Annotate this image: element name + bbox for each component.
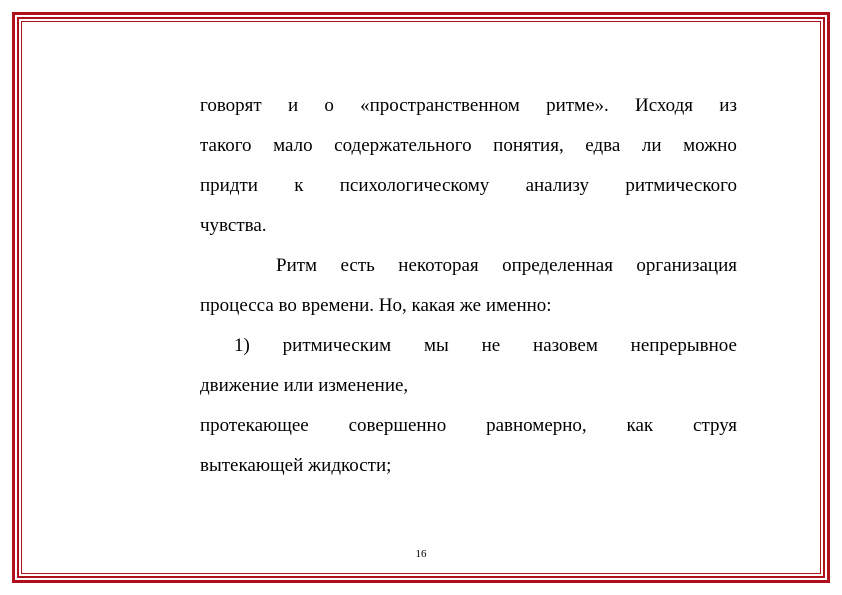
word: едва — [585, 135, 621, 156]
word: Исходя — [635, 95, 694, 116]
text-line — [200, 206, 737, 246]
word: ритмическим — [282, 335, 392, 356]
word: ли — [641, 135, 662, 156]
line-text: движение или изменение, — [200, 375, 409, 396]
word: протекающее — [200, 415, 309, 436]
text-line — [200, 86, 737, 126]
word: мало — [273, 135, 313, 156]
page-number: 16 — [415, 548, 427, 560]
line-text: чувства. — [200, 215, 267, 236]
word: «пространственном — [360, 95, 520, 116]
text-line — [200, 126, 737, 166]
word: ритмического — [625, 175, 737, 196]
text-line — [200, 286, 737, 326]
word: как — [626, 415, 654, 436]
word: содержательного — [334, 135, 472, 156]
word: психологическому — [339, 175, 490, 196]
word: анализу — [525, 175, 590, 196]
word: к — [294, 175, 304, 196]
word: непрерывное — [630, 335, 737, 356]
text-line — [200, 366, 737, 406]
text-line — [200, 246, 737, 286]
text-line — [200, 406, 737, 446]
word: понятия, — [493, 135, 564, 156]
word: ритме». — [546, 95, 609, 116]
list-number: 1) — [234, 335, 250, 356]
text-line — [200, 326, 737, 366]
word: мы — [423, 335, 449, 356]
body-text — [200, 86, 737, 486]
word: определенная — [502, 255, 613, 276]
word: говорят — [200, 95, 262, 116]
line-text: вытекающей жидкости; — [200, 455, 392, 476]
word: некоторая — [398, 255, 479, 276]
text-line — [200, 446, 737, 486]
word: можно — [683, 135, 737, 156]
text-line — [200, 166, 737, 206]
word: и — [287, 95, 299, 116]
word: из — [719, 95, 737, 116]
word: о — [324, 95, 334, 116]
word: назовем — [533, 335, 598, 356]
word: струя — [693, 415, 737, 436]
word: такого — [200, 135, 252, 156]
word: не — [481, 335, 501, 356]
word: равномерно, — [486, 415, 587, 436]
word: организация — [636, 255, 737, 276]
word: совершенно — [348, 415, 447, 436]
word: есть — [340, 255, 375, 276]
line-text: процесса во времени. Но, какая же именно: — [200, 295, 552, 316]
word: Ритм — [276, 255, 318, 276]
word: придти — [200, 175, 258, 196]
